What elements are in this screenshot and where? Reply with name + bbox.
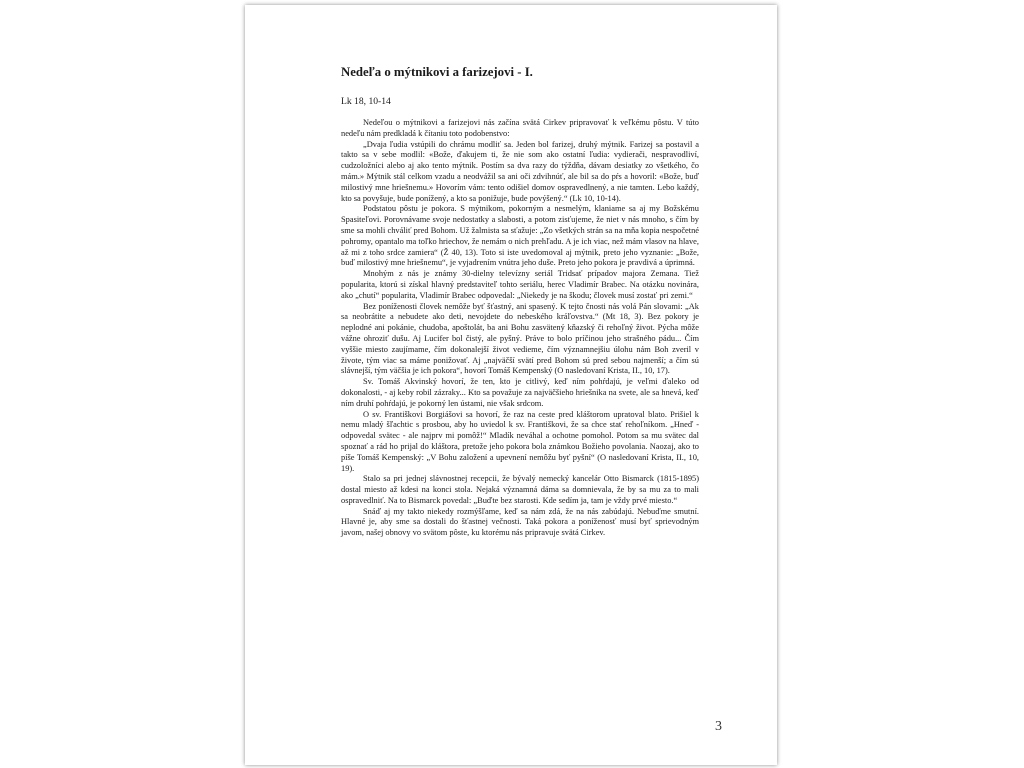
paragraph: Bez poníženosti človek nemôže byť šťastný, ani spasený. K tejto čnosti nás volá Pán slovami: „Ak sa neobrátite a nebudete ako deti, nevojdete do nebeského kráľovstva.“ (Mt 18, 3). Bez pokory je neplodné ani pokánie, chudoba, apoštolát, ba ani Bohu zasvätený kňazský či rehoľný život. Pýcha môže vážne ohroziť dušu. Aj Lucifer bol čistý, ale pyšný. Práve to bolo príčinou jeho strašného pádu... Čím vyššie miesto zaujímame, čím dokonalejší život vedieme, čím významnejšiu úlohu nám Boh zveril v živote, tým viac sa máme ponižovať. Aj „najväčší svätí pred Bohom sú pred sebou najmenší; a čím sú slávnejší, tým väčšia je ich pokora“, hovorí Tomáš Kempenský (O nasledovaní Krista, II., 10, 17). — [341, 301, 699, 376]
page-number: 3 — [715, 719, 722, 734]
scripture-reference: Lk 18, 10-14 — [341, 96, 391, 107]
paragraph: Sv. Tomáš Akvinský hovorí, že ten, kto je citlivý, keď ním pohŕdajú, je veľmi ďaleko od dokonalosti, - aj keby robil zázraky... Kto sa považuje za najväčšieho hriešnika na svete, ale sa hnevá, keď ním druhí pohŕdajú, je pokorný len ústami, nie však srdcom. — [341, 377, 699, 408]
paragraph: Mnohým z nás je známy 30-dielny televízny seriál Tridsať prípadov majora Zemana. Tiež popularita, ktorú si získal hlavný predstaviteľ tohto seriálu, herec Vladimír Brabec. Na otázku novinára, ako „chutí“ popularita, Vladimír Brabec odpovedal: „Niekedy je na škodu; človek musí zostať pri zemi.“ — [341, 269, 699, 300]
body-text — [341, 118, 699, 539]
paragraph: Snáď aj my takto niekedy rozmýšľame, keď sa nám zdá, že na nás zabúdajú. Nebuďme smutní. Hlavné je, aby sme sa dostali do šťastnej večnosti. Taká pokora a poníženosť musí byť sprievodným javom, našej obnovy vo svätom pôste, ku ktorému nás pripravuje svätá Cirkev. — [341, 506, 699, 538]
paragraph: Stalo sa pri jednej slávnostnej recepcii, že bývalý nemecký kancelár Otto Bismarck (1815-1895) dostal miesto až kdesi na konci stola. Nejaká významná dáma sa domnievala, že by sa mu za to mali ospravedlniť. Na to Bismarck povedal: „Buďte bez starosti. Kde sedím ja, tam je vždy prvé miesto.“ — [341, 474, 699, 505]
paragraph: „Dvaja ľudia vstúpili do chrámu modliť sa. Jeden bol farizej, druhý mýtnik. Farizej sa postavil a takto sa v sebe modlil: «Bože, ďakujem ti, že nie som ako ostatní ľudia: vydierači, nespravodliví, cudzoložníci alebo aj ako tento mýtnik. Postím sa dva razy do týždňa, dávam desiatky zo všetkého, čo mám.» Mýtnik stál celkom vzadu a neodvážil sa ani oči zdvihnúť, ale bil sa do pŕs a hovoril: «Bože, buď milostivý mne hriešnemu.» Hovorím vám: tento odišiel domov ospravedlnený, a nie tamten. Lebo každý, kto sa povyšuje, bude ponížený, a kto sa ponižuje, bude povýšený.“ (Lk 10, 10-14). — [341, 139, 699, 203]
document-page — [245, 5, 777, 765]
document-title: Nedeľa o mýtnikovi a farizejovi - I. — [341, 65, 533, 79]
paragraph: O sv. Františkovi Borgiášovi sa hovorí, že raz na ceste pred kláštorom upratoval blato. Prišiel k nemu mladý šľachtic s prosbou, aby ho uviedol k sv. Františkovi, že sa chce stať rehoľníkom. „Hneď - odpovedal svätec - ale najprv mi pomôž!“ Mladík neváhal a ochotne pomohol. Potom sa mu svätec dal spoznať a rád ho prijal do kláštora, pretože jeho pokora bola známkou Božieho povolania. Naozaj, ako to píše Tomáš Kempenský: „V Bohu založení a upevnení nemôžu byť pyšní“ (O nasledovaní Krista, II., 10, 19). — [341, 409, 699, 473]
paragraph: Podstatou pôstu je pokora. S mýtnikom, pokorným a nesmelým, klaniame sa aj my Božskému Spasiteľovi. Porovnávame svoje nedostatky a slabosti, a potom zisťujeme, že niet v nás mnoho, s čím by sme sa mohli chváliť pred Bohom. Už žalmista sa sťažuje: „Zo všetkých strán sa na mňa kopia nespočetné pohromy, opantalo ma toľko hriechov, že nemám o nich prehľadu. A je ich viac, než mám vlasov na hlave, až mi z toho srdce zamiera“ (Ž 40, 13). Toto si iste uvedomoval aj mýtnik, preto jeho vyznanie: „Bože, buď milostivý mne hriešnemu“, je vyjadrením vnútra jeho duše. Preto jeho pokora je pravdivá a úprimná. — [341, 204, 699, 268]
page-content — [341, 65, 699, 539]
paragraph: Nedeľou o mýtnikovi a farizejovi nás začína svätá Cirkev pripravovať k veľkému pôstu. V túto nedeľu nám predkladá k čítaniu toto podobenstvo: — [341, 118, 699, 138]
